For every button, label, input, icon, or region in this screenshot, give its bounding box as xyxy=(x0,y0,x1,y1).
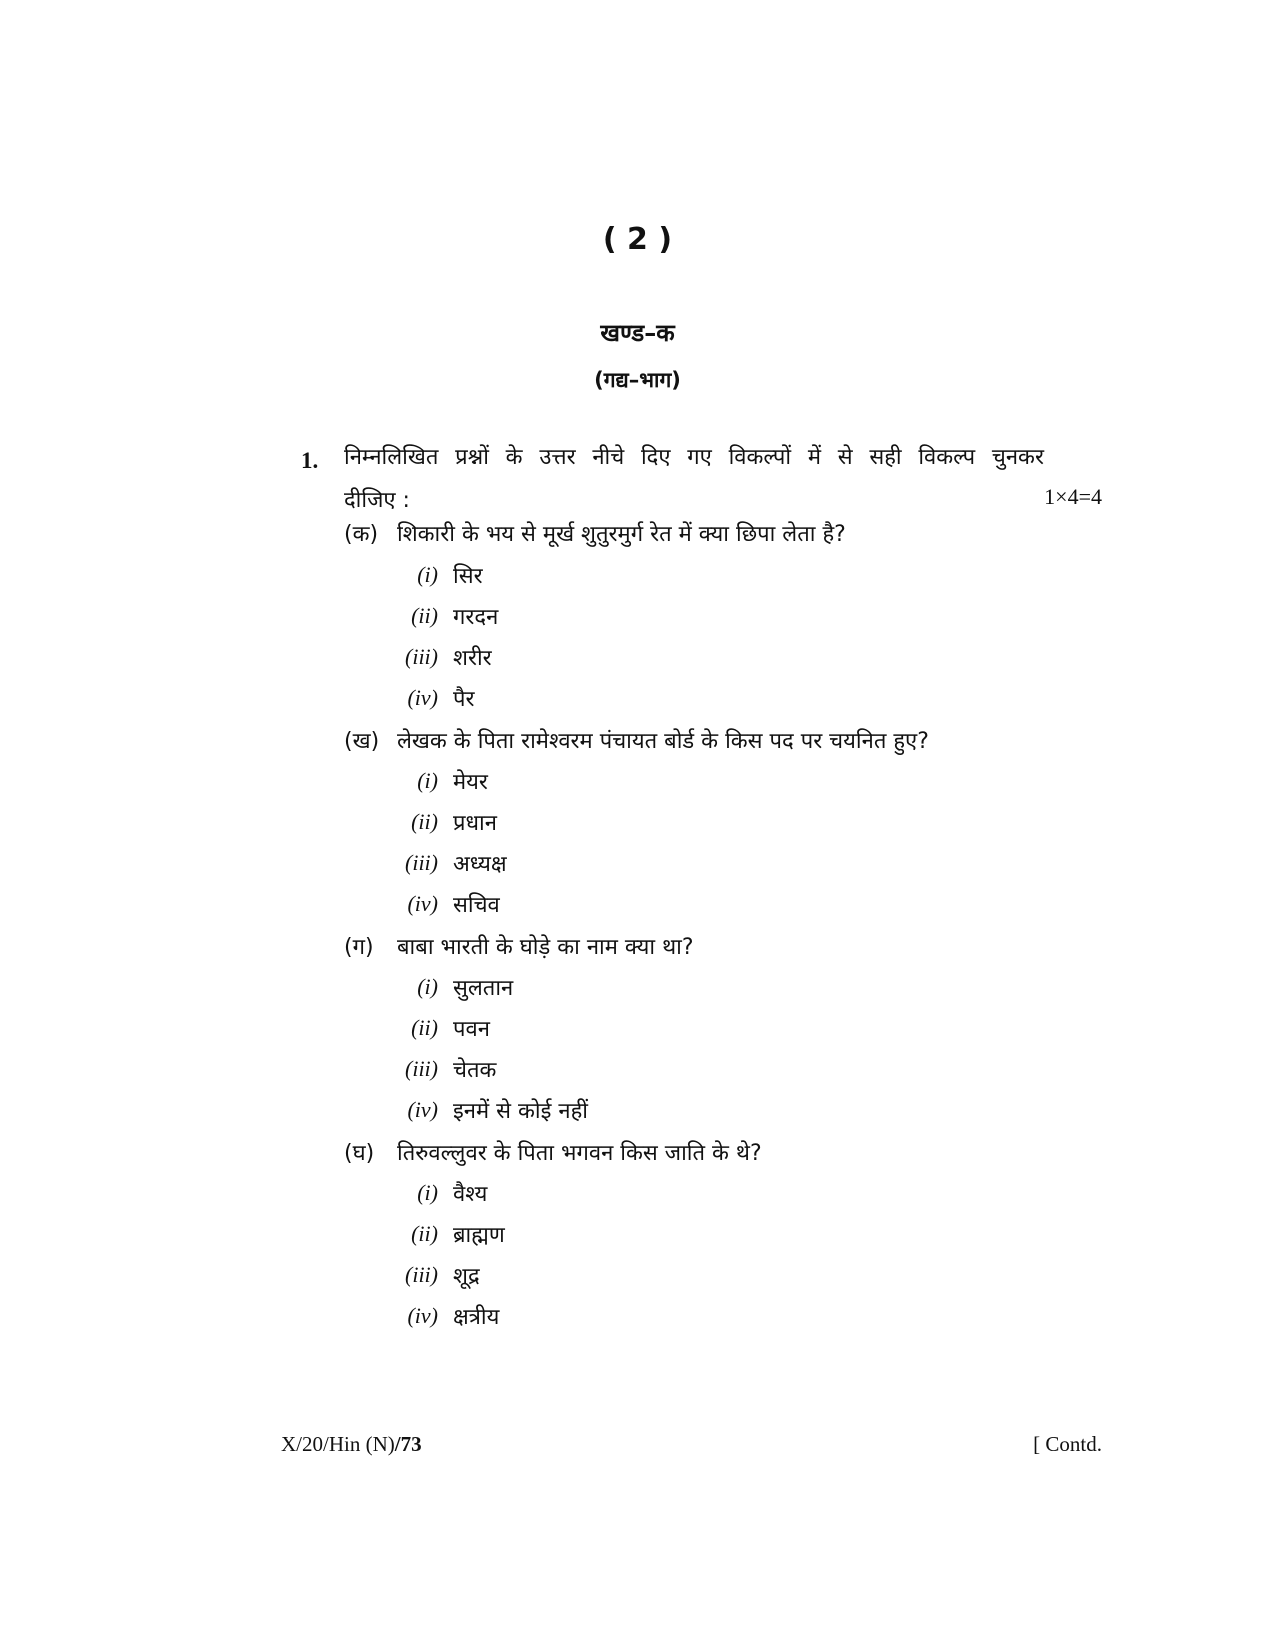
question-word: सही xyxy=(869,445,902,470)
subquestion-text: लेखक के पिता रामेश्वरम पंचायत बोर्ड के किस पद पर चयनित हुए? xyxy=(397,729,929,754)
question-word: नीचे xyxy=(592,445,625,470)
page-number: ( 2 ) xyxy=(602,222,673,257)
option-label: (i) xyxy=(417,974,438,999)
option-text: पवन xyxy=(453,1017,490,1042)
question-word: विकल्प xyxy=(918,445,976,470)
option-text: क्षत्रीय xyxy=(453,1305,500,1330)
option-label: (i) xyxy=(417,562,438,587)
option-text: शरीर xyxy=(453,646,492,671)
option-text: सिर xyxy=(453,564,483,589)
option-text: प्रधान xyxy=(453,811,497,836)
question-word: दिए xyxy=(640,445,671,470)
subquestion-label: (क) xyxy=(344,522,379,547)
option-label: (iv) xyxy=(407,685,438,710)
question-marks: 1×4=4 xyxy=(1044,484,1102,509)
subquestion-label: (ग) xyxy=(344,935,374,960)
section-subtitle: (गद्य–भाग) xyxy=(594,368,681,392)
option-label: (i) xyxy=(417,768,438,793)
option-label: (iii) xyxy=(405,850,438,875)
continued-label: [ Contd. xyxy=(1033,1432,1102,1456)
question-word: चुनकर xyxy=(991,445,1044,470)
question-word: विकल्पों xyxy=(728,445,792,470)
option-label: (ii) xyxy=(411,809,438,834)
paper-code: X/20/Hin (N)/73 xyxy=(281,1432,422,1456)
option-text: अध्यक्ष xyxy=(453,852,507,877)
option-label: (iv) xyxy=(407,891,438,916)
option-label: (iv) xyxy=(407,1303,438,1328)
option-label: (iii) xyxy=(405,1262,438,1287)
subquestion-label: (घ) xyxy=(344,1141,375,1166)
option-label: (i) xyxy=(417,1180,438,1205)
option-text: चेतक xyxy=(453,1058,497,1083)
option-label: (ii) xyxy=(411,603,438,628)
subquestion-text: शिकारी के भय से मूर्ख शुतुरमुर्ग रेत में क्या छिपा लेता है? xyxy=(397,522,846,547)
subquestion-text: तिरुवल्लुवर के पिता भगवन किस जाति के थे? xyxy=(397,1141,762,1166)
question-text-line2: दीजिए : xyxy=(344,488,410,513)
option-text: इनमें से कोई नहीं xyxy=(453,1099,589,1124)
option-label: (iii) xyxy=(405,1056,438,1081)
question-word: प्रश्नों xyxy=(455,445,489,470)
option-text: सुलतान xyxy=(453,976,514,1001)
question-word: के xyxy=(505,445,523,470)
question-word: निम्नलिखित xyxy=(344,445,439,470)
question-text-line1 xyxy=(344,441,1044,471)
option-text: ब्राह्मण xyxy=(453,1223,505,1248)
section-title: खण्ड–क xyxy=(600,319,675,347)
question-number: 1. xyxy=(301,448,319,473)
question-word: उत्तर xyxy=(539,445,576,470)
option-text: वैश्य xyxy=(453,1182,488,1207)
option-text: पैर xyxy=(453,687,475,712)
option-label: (iii) xyxy=(405,644,438,669)
question-word: गए xyxy=(687,445,712,470)
question-word: से xyxy=(837,445,853,470)
question-word: में xyxy=(807,445,821,470)
option-text: मेयर xyxy=(453,770,488,795)
option-text: शूद्र xyxy=(453,1264,480,1289)
option-label: (iv) xyxy=(407,1097,438,1122)
option-label: (ii) xyxy=(411,1015,438,1040)
subquestion-text: बाबा भारती के घोड़े का नाम क्या था? xyxy=(397,935,694,960)
option-label: (ii) xyxy=(411,1221,438,1246)
option-text: गरदन xyxy=(453,605,499,630)
subquestion-label: (ख) xyxy=(344,729,380,754)
option-text: सचिव xyxy=(453,893,500,918)
